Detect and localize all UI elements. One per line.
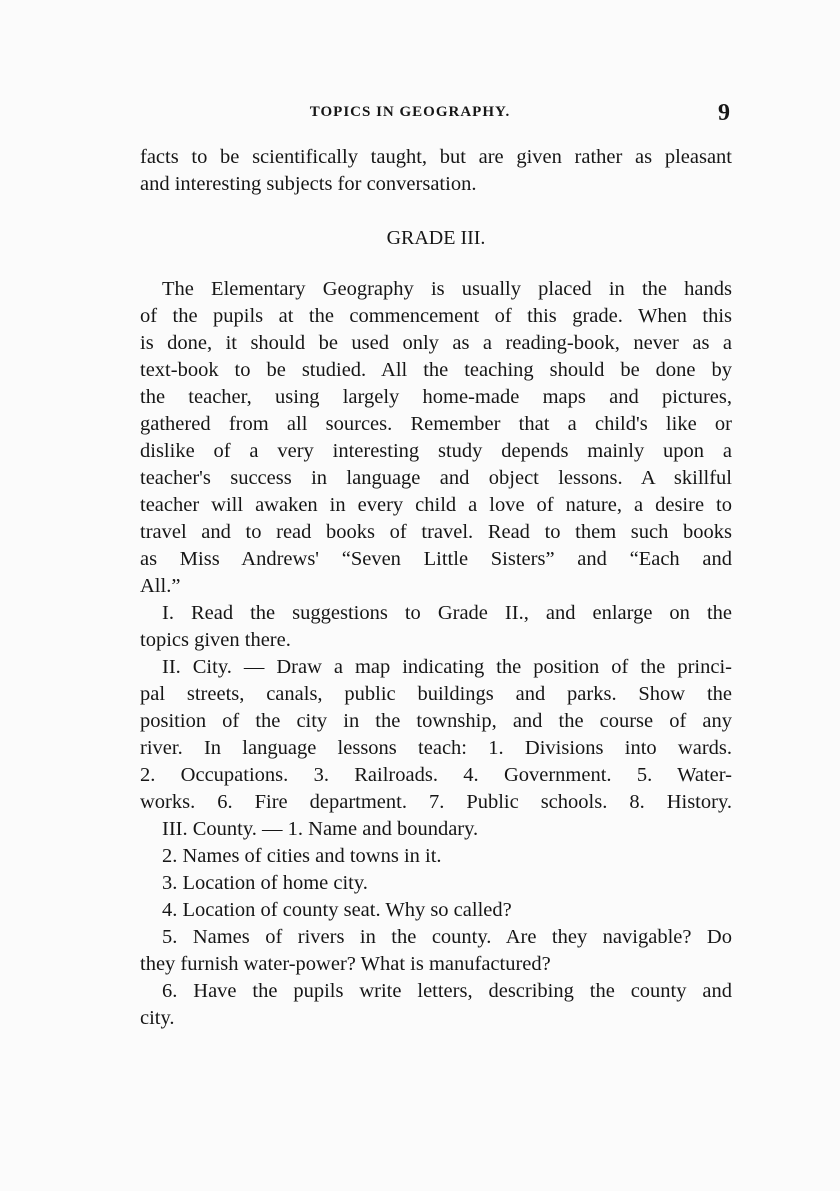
text-line: facts to be scientifically taught, but are given rather as pleasant <box>140 146 732 168</box>
text-line: 5. Names of rivers in the county. Are they navigable? Do <box>162 926 732 948</box>
text-line: III. County. — 1. Name and boundary. <box>162 818 479 840</box>
text-line: position of the city in the township, and the course of any <box>140 710 732 732</box>
text-line: gathered from all sources. Remember that a child's like or <box>140 413 732 435</box>
text-line: dislike of a very interesting study depends mainly upon a <box>140 440 732 462</box>
text-line: teacher will awaken in every child a love of nature, a desire to <box>140 494 732 516</box>
text-line: and interesting subjects for conversation. <box>140 173 477 195</box>
text-line: II. City. — Draw a map indicating the position of the princi- <box>162 656 732 678</box>
text-line: All.” <box>140 575 181 597</box>
running-title: TOPICS IN GEOGRAPHY. <box>309 104 511 120</box>
text-line: city. <box>140 1007 175 1029</box>
text-line: topics given there. <box>140 629 291 651</box>
text-line: 2. Occupations. 3. Railroads. 4. Government. 5. Water- <box>140 764 732 786</box>
text-line: the teacher, using largely home-made maps and pictures, <box>140 386 732 408</box>
text-line: of the pupils at the commencement of this grade. When this <box>140 305 732 327</box>
text-line: travel and to read books of travel. Read to them such books <box>140 521 732 543</box>
text-line: 6. Have the pupils write letters, describing the county and <box>162 980 732 1002</box>
page-body <box>140 144 732 1032</box>
text-line: pal streets, canals, public buildings and parks. Show the <box>140 683 732 705</box>
text-line: text-book to be studied. All the teaching should be done by <box>140 359 732 381</box>
text-line: is done, it should be used only as a reading-book, never as a <box>140 332 732 354</box>
page-header <box>140 100 730 126</box>
text-line: The Elementary Geography is usually placed in the hands <box>162 278 732 300</box>
text-line: they furnish water-power? What is manufactured? <box>140 953 551 975</box>
text-line: teacher's success in language and object lessons. A skillful <box>140 467 732 489</box>
page-number: 9 <box>718 100 730 126</box>
section-heading: GRADE III. <box>386 227 486 249</box>
text-line: works. 6. Fire department. 7. Public schools. 8. History. <box>140 791 732 813</box>
text-line: I. Read the suggestions to Grade II., and enlarge on the <box>162 602 732 624</box>
text-line: as Miss Andrews' “Seven Little Sisters” and “Each and <box>140 548 732 570</box>
text-line: 2. Names of cities and towns in it. <box>162 845 442 867</box>
text-line: 3. Location of home city. <box>162 872 368 894</box>
text-line: river. In language lessons teach: 1. Divisions into wards. <box>140 737 732 759</box>
text-line: 4. Location of county seat. Why so called? <box>162 899 512 921</box>
